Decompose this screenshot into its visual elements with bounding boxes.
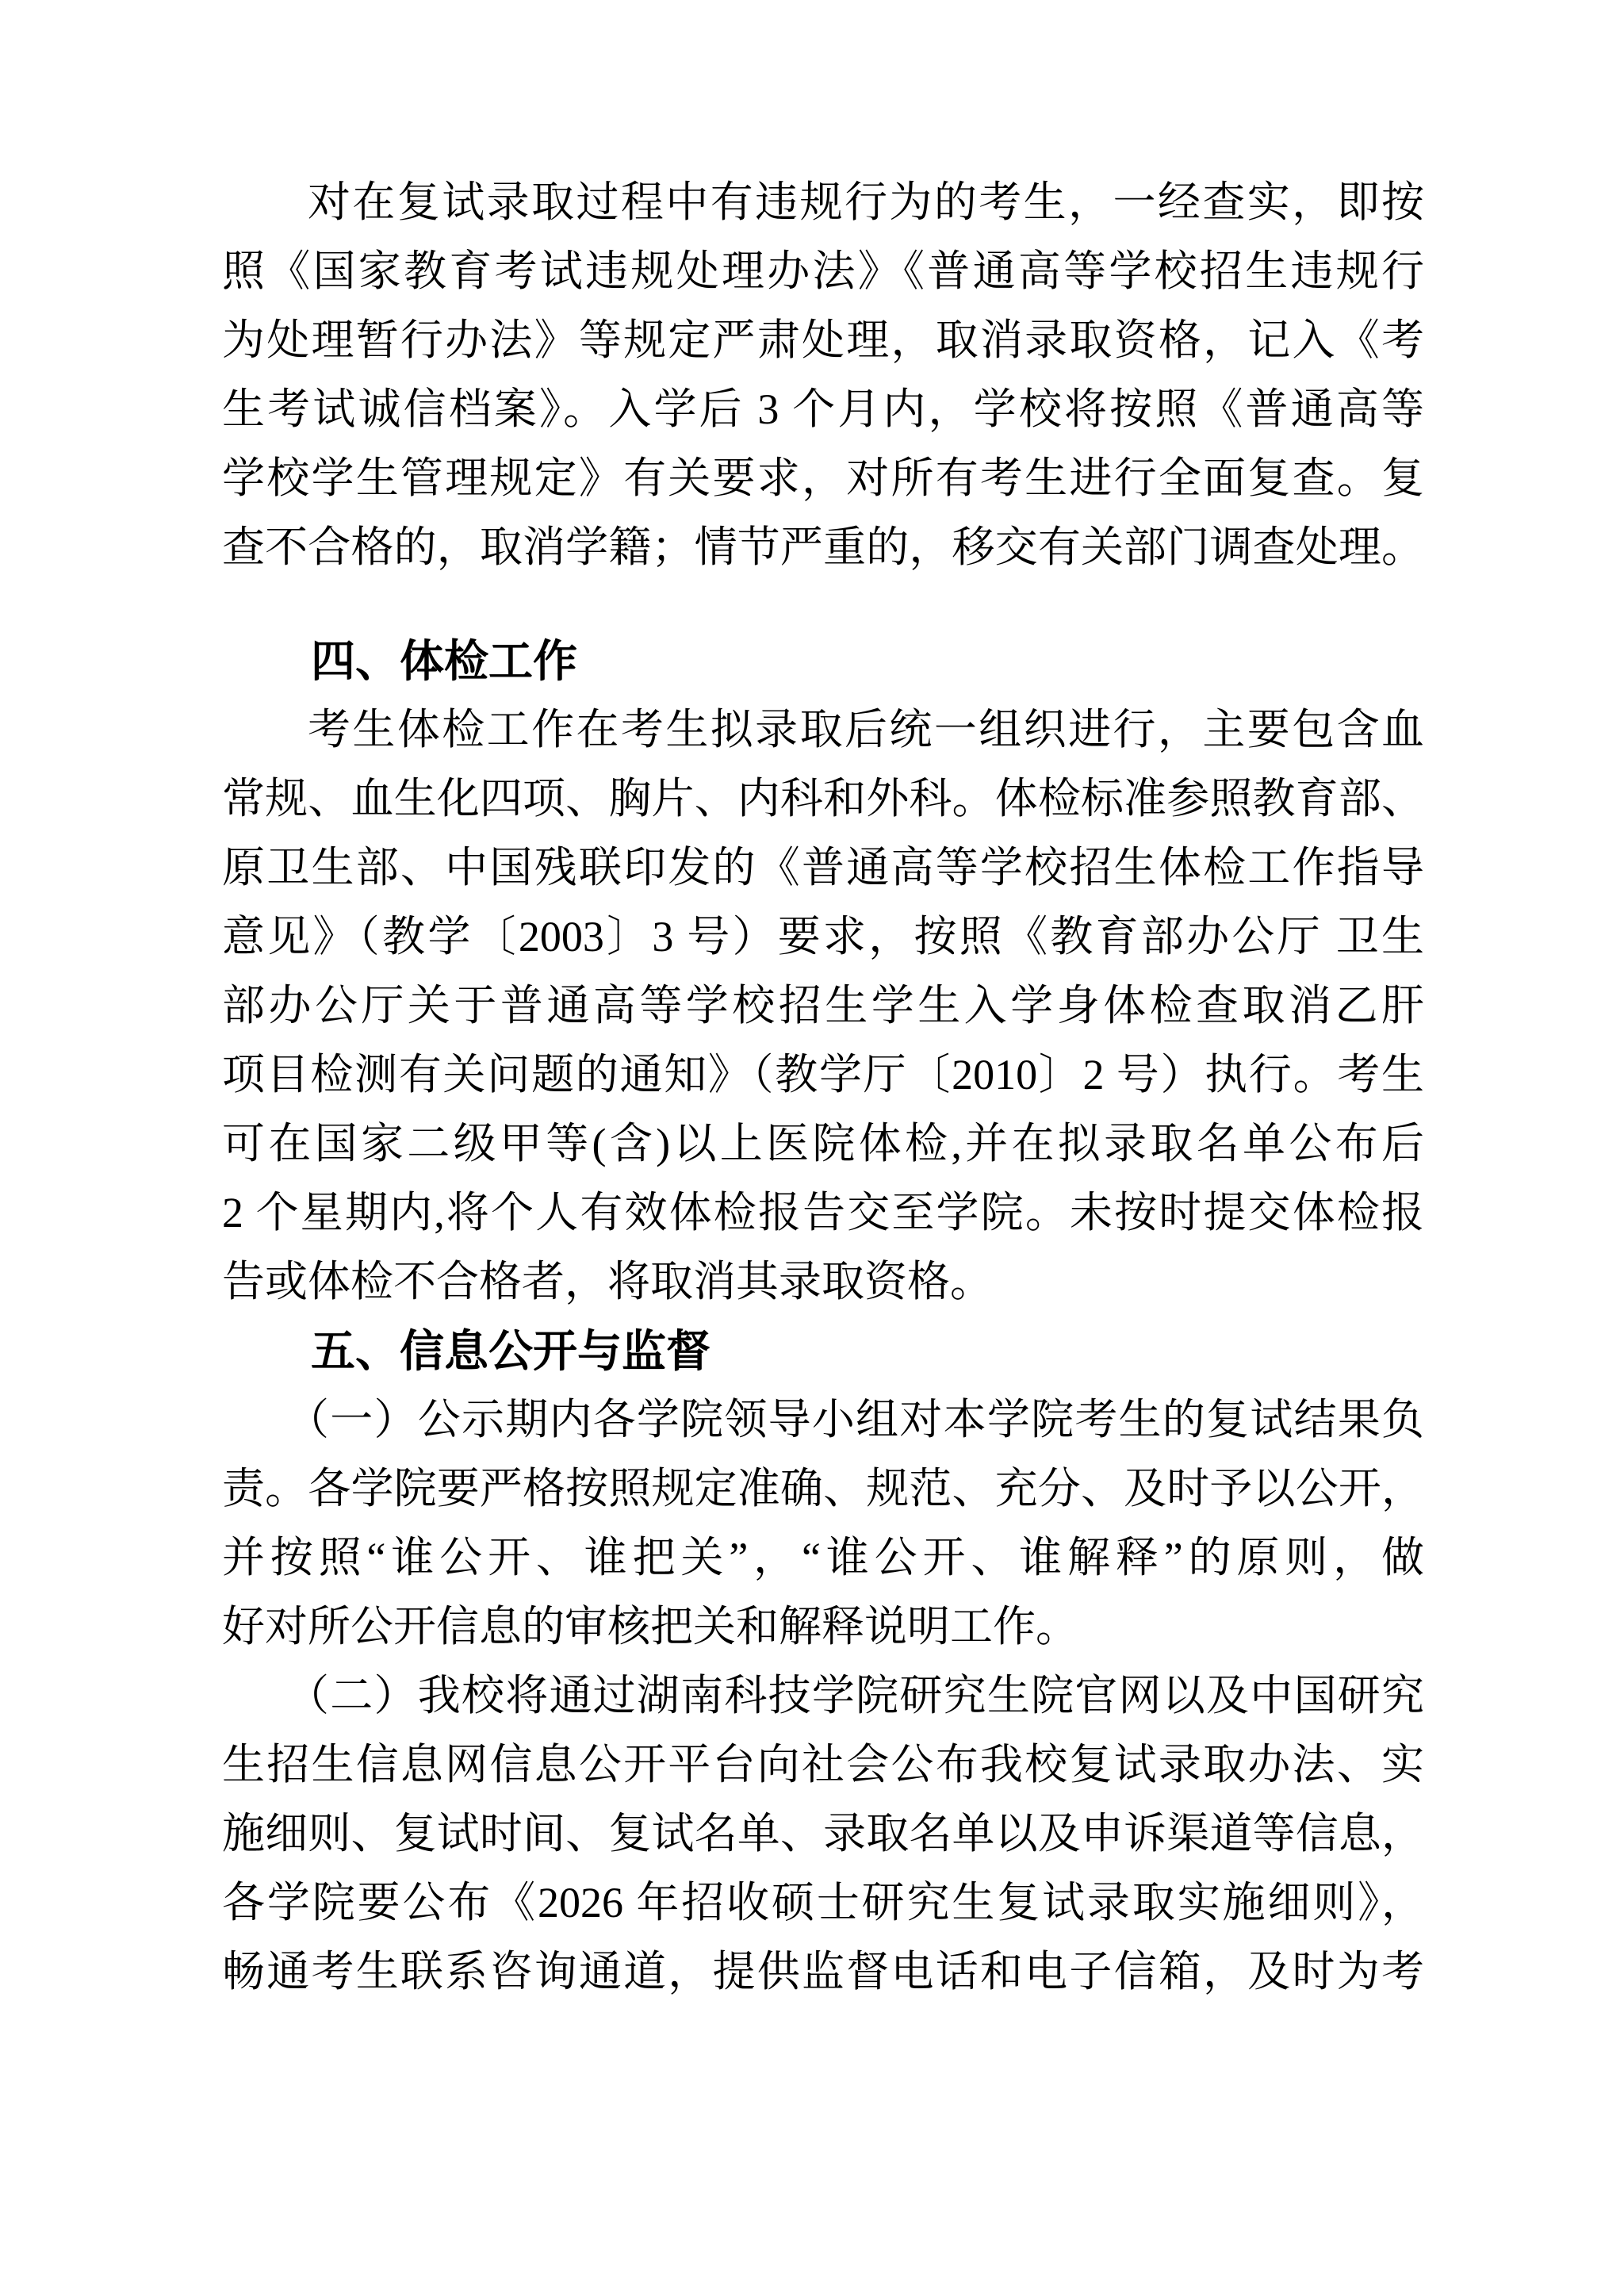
heading-section-4-physical-exam: 四、体检工作	[311, 636, 577, 686]
text-line: 照《国家教育考试违规处理办法》《普通高等学校招生违规行	[222, 247, 1424, 295]
text-line: 2 个星期内,将个人有效体检报告交至学院。未按时提交体检报	[222, 1189, 1424, 1236]
text-line: 对在复试录取过程中有违规行为的考生，一经查实，即按	[308, 178, 1424, 226]
text-line: 常规、血生化四项、胸片、内科和外科。体检标准参照教育部、	[222, 775, 1424, 822]
text-line: 原卫生部、中国残联印发的《普通高等学校招生体检工作指导	[222, 844, 1424, 891]
para-physical-exam	[222, 696, 1424, 1317]
text-line: 责。各学院要严格按照规定准确、规范、充分、及时予以公开，	[222, 1465, 1424, 1512]
text-line: 告或体检不合格者，将取消其录取资格。	[222, 1258, 993, 1305]
text-line: 意见》（教学〔2003〕3 号）要求，按照《教育部办公厅 卫生	[222, 913, 1424, 960]
text-line: 部办公厅关于普通高等学校招生学生入学身体检查取消乙肝	[222, 982, 1424, 1029]
para-disclosure-item-2	[222, 1662, 1424, 2007]
text-line: 学校学生管理规定》有关要求，对所有考生进行全面复查。复	[222, 454, 1424, 502]
text-line: 畅通考生联系咨询通道，提供监督电话和电子信箱，及时为考	[222, 1948, 1424, 1995]
text-line: 好对所公开信息的审核把关和解释说明工作。	[222, 1603, 1078, 1650]
text-line: 可在国家二级甲等(含)以上医院体检,并在拟录取名单公布后	[222, 1120, 1424, 1167]
document-content	[222, 168, 1424, 2007]
text-line: 为处理暂行办法》等规定严肃处理，取消录取资格，记入《考	[222, 316, 1424, 364]
text-line: 项目检测有关问题的通知》（教学厅〔2010〕2 号）执行。考生	[222, 1051, 1424, 1098]
para-disclosure-item-1	[222, 1386, 1424, 1662]
heading-section-5-information-disclosure: 五、信息公开与监督	[311, 1326, 710, 1376]
text-line: 生招生信息网信息公开平台向社会公布我校复试录取办法、实	[222, 1741, 1424, 1788]
para-violation-handling	[222, 168, 1424, 582]
text-line: 生考试诚信档案》。入学后 3 个月内，学校将按照《普通高等	[222, 385, 1424, 433]
text-line: 考生体检工作在考生拟录取后统一组织进行，主要包含血	[308, 706, 1424, 753]
text-line: 并按照“谁公开、谁把关”，“谁公开、谁解释”的原则，做	[222, 1534, 1424, 1581]
text-line: 各学院要公布《2026 年招收硕士研究生复试录取实施细则》，	[222, 1879, 1424, 1926]
text-line: 施细则、复试时间、复试名单、录取名单以及申诉渠道等信息，	[222, 1810, 1424, 1857]
text-line: （一）公示期内各学院领导小组对本学院考生的复试结果负	[286, 1396, 1424, 1443]
text-line: 查不合格的，取消学籍；情节严重的，移交有关部门调查处理。	[222, 523, 1424, 571]
text-line: （二）我校将通过湖南科技学院研究生院官网以及中国研究	[286, 1672, 1424, 1719]
